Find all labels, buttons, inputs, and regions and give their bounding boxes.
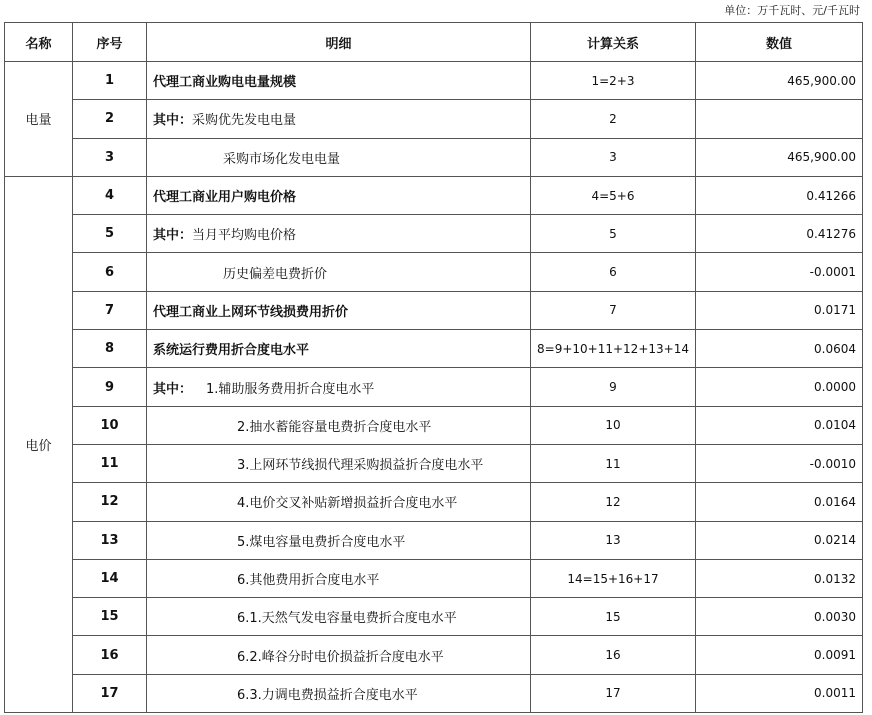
row-seq: 15 <box>73 598 147 636</box>
row-value: 0.0000 <box>696 368 863 406</box>
row-calc: 5 <box>531 215 696 253</box>
row-value: 0.41266 <box>696 176 863 214</box>
row-seq: 4 <box>73 176 147 214</box>
row-detail: 6.2.峰谷分时电价损益折合度电水平 <box>147 636 531 674</box>
row-detail-text: 1.辅助服务费用折合度电水平 <box>206 381 375 397</box>
row-seq: 6 <box>73 253 147 291</box>
row-seq: 9 <box>73 368 147 406</box>
table-row <box>5 483 863 521</box>
row-seq: 13 <box>73 521 147 559</box>
row-seq: 7 <box>73 291 147 329</box>
row-detail: 代理工商业购电电量规模 <box>147 62 531 100</box>
group-power: 电量 <box>5 62 73 177</box>
row-value: 0.0011 <box>696 674 863 712</box>
row-calc: 16 <box>531 636 696 674</box>
row-detail: 3.上网环节线损代理采购损益折合度电水平 <box>147 444 531 482</box>
row-seq: 8 <box>73 330 147 368</box>
table-row <box>5 444 863 482</box>
row-detail <box>147 368 531 406</box>
row-seq: 2 <box>73 100 147 138</box>
row-calc: 17 <box>531 674 696 712</box>
header-name: 名称 <box>5 23 73 62</box>
row-value: -0.0001 <box>696 253 863 291</box>
row-value: 0.0604 <box>696 330 863 368</box>
row-seq: 16 <box>73 636 147 674</box>
row-prefix: 其中： <box>153 381 193 397</box>
row-detail: 代理工商业用户购电价格 <box>147 176 531 214</box>
row-calc: 14=15+16+17 <box>531 559 696 597</box>
table-row <box>5 674 863 712</box>
row-calc: 7 <box>531 291 696 329</box>
row-detail <box>147 215 531 253</box>
table-row <box>5 291 863 329</box>
row-calc: 10 <box>531 406 696 444</box>
row-value: 0.0030 <box>696 598 863 636</box>
table-row <box>5 559 863 597</box>
table-row <box>5 521 863 559</box>
row-detail: 6.1.天然气发电容量电费折合度电水平 <box>147 598 531 636</box>
row-value: 0.0214 <box>696 521 863 559</box>
table-row <box>5 368 863 406</box>
row-value: 0.41276 <box>696 215 863 253</box>
table-row <box>5 406 863 444</box>
header-value: 数值 <box>696 23 863 62</box>
header-row <box>5 23 863 62</box>
row-value: 0.0091 <box>696 636 863 674</box>
row-value: 0.0104 <box>696 406 863 444</box>
row-calc: 13 <box>531 521 696 559</box>
table-row <box>5 636 863 674</box>
row-detail: 历史偏差电费折价 <box>147 253 531 291</box>
row-calc: 3 <box>531 138 696 176</box>
unit-note: 单位：万千瓦时、元/千瓦时 <box>724 4 860 17</box>
row-calc: 12 <box>531 483 696 521</box>
row-value: -0.0010 <box>696 444 863 482</box>
header-detail: 明细 <box>147 23 531 62</box>
row-seq: 3 <box>73 138 147 176</box>
row-prefix: 其中： <box>153 113 193 129</box>
header-seq: 序号 <box>73 23 147 62</box>
price-table <box>4 22 863 713</box>
row-value: 0.0171 <box>696 291 863 329</box>
row-value: 465,900.00 <box>696 62 863 100</box>
row-seq: 12 <box>73 483 147 521</box>
row-detail: 6.3.力调电费损益折合度电水平 <box>147 674 531 712</box>
table-row <box>5 215 863 253</box>
row-calc: 4=5+6 <box>531 176 696 214</box>
row-calc: 9 <box>531 368 696 406</box>
row-calc: 6 <box>531 253 696 291</box>
row-value: 0.0164 <box>696 483 863 521</box>
table-row <box>5 62 863 100</box>
row-seq: 14 <box>73 559 147 597</box>
table-row <box>5 138 863 176</box>
table-row <box>5 598 863 636</box>
table-row <box>5 253 863 291</box>
row-value: 0.0132 <box>696 559 863 597</box>
row-seq: 5 <box>73 215 147 253</box>
row-detail <box>147 100 531 138</box>
row-calc: 2 <box>531 100 696 138</box>
row-seq: 11 <box>73 444 147 482</box>
row-detail: 4.电价交叉补贴新增损益折合度电水平 <box>147 483 531 521</box>
row-detail: 6.其他费用折合度电水平 <box>147 559 531 597</box>
header-calc: 计算关系 <box>531 23 696 62</box>
table-row <box>5 100 863 138</box>
row-detail-text: 当月平均购电价格 <box>192 228 297 244</box>
table-row <box>5 330 863 368</box>
table-row <box>5 176 863 214</box>
row-detail: 2.抽水蓄能容量电费折合度电水平 <box>147 406 531 444</box>
row-calc: 11 <box>531 444 696 482</box>
row-detail-text: 采购优先发电电量 <box>192 113 297 129</box>
row-calc: 8=9+10+11+12+13+14 <box>531 330 696 368</box>
row-detail: 系统运行费用折合度电水平 <box>147 330 531 368</box>
row-value <box>696 100 863 138</box>
row-detail: 采购市场化发电电量 <box>147 138 531 176</box>
row-value: 465,900.00 <box>696 138 863 176</box>
row-seq: 17 <box>73 674 147 712</box>
group-price: 电价 <box>5 176 73 712</box>
row-prefix: 其中： <box>153 228 193 244</box>
row-seq: 1 <box>73 62 147 100</box>
row-calc: 1=2+3 <box>531 62 696 100</box>
row-calc: 15 <box>531 598 696 636</box>
row-detail: 代理工商业上网环节线损费用折价 <box>147 291 531 329</box>
row-detail: 5.煤电容量电费折合度电水平 <box>147 521 531 559</box>
row-seq: 10 <box>73 406 147 444</box>
